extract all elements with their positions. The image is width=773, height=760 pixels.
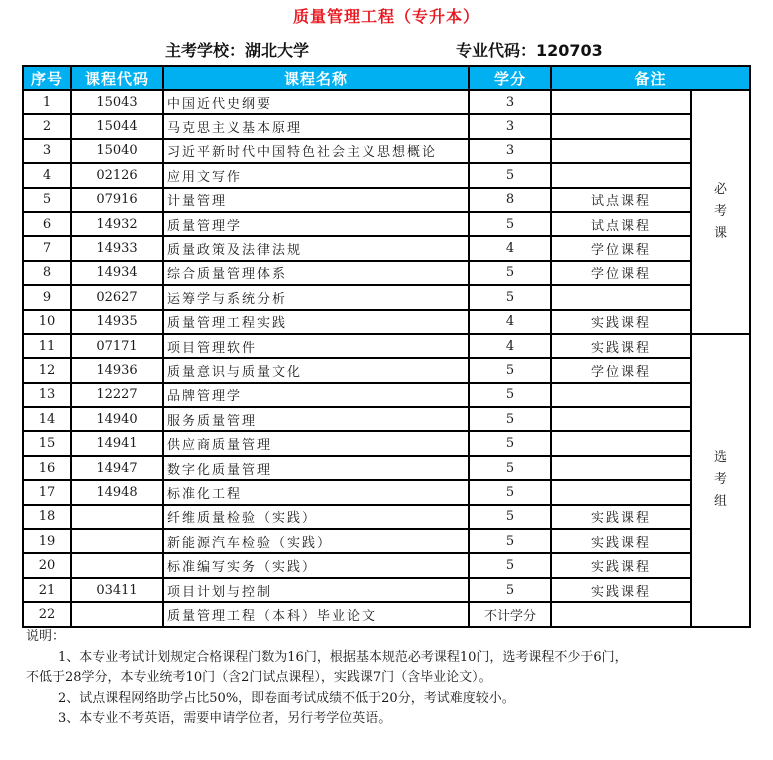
table-row: [23, 90, 750, 114]
group-label-char: 组: [714, 494, 728, 510]
cell-code: 14935: [71, 310, 163, 334]
cell-no: 12: [23, 358, 71, 382]
cell-code: 14941: [71, 431, 163, 455]
cell-no: 8: [23, 261, 71, 285]
table-row: [23, 310, 750, 334]
cell-credit: 5: [469, 212, 551, 236]
cell-credit: 4: [469, 310, 551, 334]
table-row: [23, 505, 750, 529]
header-code: 课程代码: [71, 66, 163, 90]
cell-no: 21: [23, 578, 71, 602]
cell-note: 学位课程: [551, 236, 691, 260]
cell-code: 07171: [71, 334, 163, 358]
note-item: 2、试点课程网络助学占比50%，即卷面考试成绩不低于20分，考试难度较小。: [58, 690, 515, 706]
cell-no: 18: [23, 505, 71, 529]
cell-credit: 5: [469, 407, 551, 431]
note-item: 不低于28学分，本专业统考10门（含2门试点课程），实践课7门（含毕业论文）。: [26, 670, 492, 685]
cell-name: 标准编写实务（实践）: [163, 553, 469, 577]
cell-no: 1: [23, 90, 71, 114]
cell-credit: 5: [469, 529, 551, 553]
cell-note: [551, 407, 691, 431]
cell-code: 14936: [71, 358, 163, 382]
cell-no: 16: [23, 456, 71, 480]
cell-credit: 不计学分: [469, 602, 551, 626]
cell-code: 03411: [71, 578, 163, 602]
cell-name: 项目管理软件: [163, 334, 469, 358]
cell-name: 服务质量管理: [163, 407, 469, 431]
cell-credit: 5: [469, 358, 551, 382]
header-note: 备注: [551, 66, 750, 90]
major-code: 专业代码：120703: [456, 41, 603, 60]
group-label: [691, 334, 750, 627]
cell-note: 试点课程: [551, 188, 691, 212]
table-row: [23, 480, 750, 504]
cell-note: 学位课程: [551, 358, 691, 382]
cell-credit: 5: [469, 456, 551, 480]
exam-school: 主考学校：湖北大学: [165, 41, 310, 60]
cell-no: 6: [23, 212, 71, 236]
cell-code: 14933: [71, 236, 163, 260]
cell-name: 纤维质量检验（实践）: [163, 505, 469, 529]
cell-name: 质量政策及法律法规: [163, 236, 469, 260]
table-row: [23, 602, 750, 626]
cell-name: 项目计划与控制: [163, 578, 469, 602]
cell-code: 02627: [71, 285, 163, 309]
cell-no: 4: [23, 163, 71, 187]
cell-code: 14948: [71, 480, 163, 504]
cell-note: [551, 139, 691, 163]
cell-no: 7: [23, 236, 71, 260]
table-row: [23, 114, 750, 138]
cell-no: 17: [23, 480, 71, 504]
cell-no: 9: [23, 285, 71, 309]
cell-code: [71, 529, 163, 553]
cell-note: [551, 285, 691, 309]
cell-name: 马克思主义基本原理: [163, 114, 469, 138]
cell-code: 12227: [71, 383, 163, 407]
cell-note: [551, 480, 691, 504]
cell-credit: 3: [469, 114, 551, 138]
table-row: [23, 578, 750, 602]
cell-note: [551, 383, 691, 407]
table-header-row: [23, 66, 750, 90]
table-row: [23, 188, 750, 212]
table-row: [23, 236, 750, 260]
cell-no: 19: [23, 529, 71, 553]
cell-name: 质量管理工程（本科）毕业论文: [163, 602, 469, 626]
group-label-char: 课: [714, 225, 728, 241]
cell-credit: 5: [469, 163, 551, 187]
cell-code: 14940: [71, 407, 163, 431]
cell-code: 14932: [71, 212, 163, 236]
table-row: [23, 285, 750, 309]
cell-code: 15040: [71, 139, 163, 163]
table-row: [23, 261, 750, 285]
cell-note: 实践课程: [551, 529, 691, 553]
cell-credit: 5: [469, 285, 551, 309]
cell-code: 14934: [71, 261, 163, 285]
cell-code: [71, 602, 163, 626]
cell-name: 品牌管理学: [163, 383, 469, 407]
cell-name: 计量管理: [163, 188, 469, 212]
table-row: [23, 431, 750, 455]
table-row: [23, 529, 750, 553]
cell-note: [551, 431, 691, 455]
cell-code: [71, 553, 163, 577]
group-label: [691, 90, 750, 334]
group-label-char: 考: [714, 472, 728, 488]
table-row: [23, 212, 750, 236]
cell-note: 试点课程: [551, 212, 691, 236]
cell-credit: 5: [469, 505, 551, 529]
table-row: [23, 553, 750, 577]
cell-name: 新能源汽车检验（实践）: [163, 529, 469, 553]
cell-name: 质量管理工程实践: [163, 310, 469, 334]
group-label-char: 选: [714, 450, 728, 466]
header-no: 序号: [23, 66, 71, 90]
cell-name: 中国近代史纲要: [163, 90, 469, 114]
cell-credit: 5: [469, 553, 551, 577]
page-title: 质量管理工程（专升本）: [292, 7, 480, 26]
cell-note: [551, 90, 691, 114]
cell-no: 11: [23, 334, 71, 358]
table-row: [23, 407, 750, 431]
cell-code: 14947: [71, 456, 163, 480]
group-label-char: 考: [714, 203, 728, 219]
cell-code: 07916: [71, 188, 163, 212]
notes-heading: 说明：: [26, 629, 66, 644]
cell-credit: 5: [469, 480, 551, 504]
notes-section: [26, 627, 771, 730]
cell-credit: 8: [469, 188, 551, 212]
table-row: [23, 383, 750, 407]
header-credit: 学分: [469, 66, 551, 90]
cell-name: 数字化质量管理: [163, 456, 469, 480]
cell-code: 02126: [71, 163, 163, 187]
cell-no: 5: [23, 188, 71, 212]
cell-credit: 5: [469, 383, 551, 407]
cell-note: [551, 456, 691, 480]
header-name: 课程名称: [163, 66, 469, 90]
cell-no: 14: [23, 407, 71, 431]
cell-credit: 4: [469, 236, 551, 260]
cell-no: 15: [23, 431, 71, 455]
table-row: [23, 358, 750, 382]
cell-note: [551, 602, 691, 626]
table-row: [23, 334, 750, 358]
table-row: [23, 139, 750, 163]
cell-credit: 5: [469, 431, 551, 455]
cell-name: 供应商质量管理: [163, 431, 469, 455]
cell-code: 15044: [71, 114, 163, 138]
table-row: [23, 163, 750, 187]
cell-note: 实践课程: [551, 310, 691, 334]
cell-code: [71, 505, 163, 529]
cell-note: [551, 163, 691, 187]
cell-name: 应用文写作: [163, 163, 469, 187]
note-item: 3、本专业不考英语，需要申请学位者，另行考学位英语。: [58, 711, 392, 726]
cell-name: 质量管理学: [163, 212, 469, 236]
cell-note: 实践课程: [551, 578, 691, 602]
cell-credit: 5: [469, 578, 551, 602]
cell-credit: 3: [469, 139, 551, 163]
cell-no: 10: [23, 310, 71, 334]
cell-no: 3: [23, 139, 71, 163]
table-row: [23, 456, 750, 480]
cell-credit: 4: [469, 334, 551, 358]
cell-credit: 3: [469, 90, 551, 114]
cell-name: 习近平新时代中国特色社会主义思想概论: [163, 139, 469, 163]
note-item: 1、本专业考试计划规定合格课程门数为16门，根据基本规范必考课程10门，选考课程不少于6门，: [58, 649, 628, 665]
cell-no: 22: [23, 602, 71, 626]
cell-name: 标准化工程: [163, 480, 469, 504]
cell-credit: 5: [469, 261, 551, 285]
cell-no: 20: [23, 553, 71, 577]
cell-note: 实践课程: [551, 334, 691, 358]
cell-no: 2: [23, 114, 71, 138]
cell-no: 13: [23, 383, 71, 407]
course-plan-table: [22, 65, 751, 628]
group-label-char: 必: [714, 181, 728, 197]
cell-name: 运筹学与系统分析: [163, 285, 469, 309]
cell-note: [551, 114, 691, 138]
cell-note: 学位课程: [551, 261, 691, 285]
cell-code: 15043: [71, 90, 163, 114]
cell-name: 质量意识与质量文化: [163, 358, 469, 382]
cell-note: 实践课程: [551, 505, 691, 529]
cell-name: 综合质量管理体系: [163, 261, 469, 285]
cell-note: 实践课程: [551, 553, 691, 577]
